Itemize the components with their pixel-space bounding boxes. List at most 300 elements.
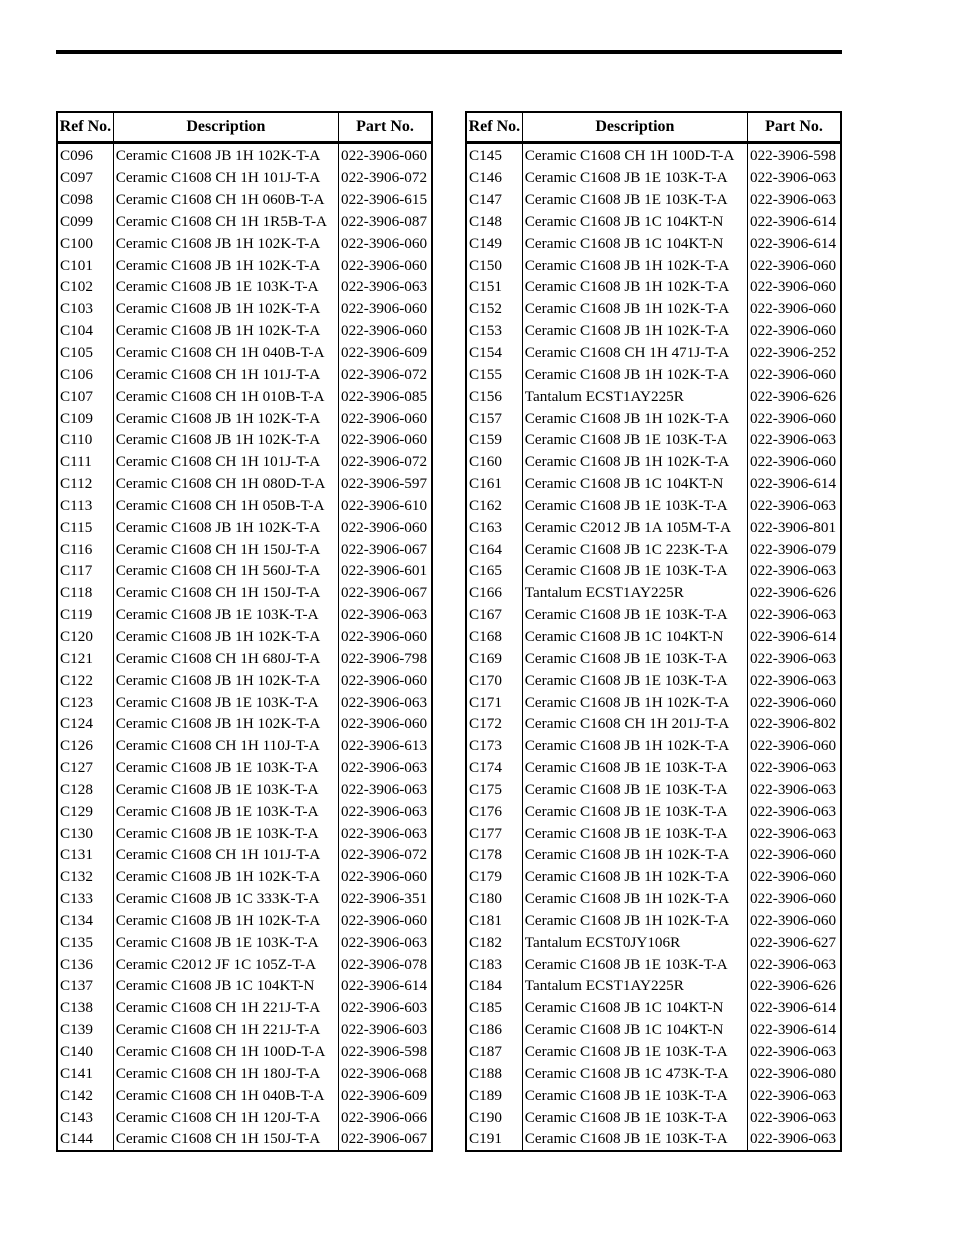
description-cell: Ceramic C1608 JB 1E 103K-T-A <box>522 495 747 517</box>
table-row <box>466 953 841 975</box>
table-row <box>466 822 841 844</box>
table-row <box>57 232 432 254</box>
description-cell: Ceramic C1608 CH 1H 180J-T-A <box>113 1062 338 1084</box>
description-cell: Ceramic C1608 JB 1H 102K-T-A <box>522 407 747 429</box>
part-no-cell: 022-3906-060 <box>340 911 428 929</box>
part-no-cell: 022-3906-060 <box>340 147 428 165</box>
part-no-cell: 022-3906-063 <box>749 780 837 798</box>
table-row <box>466 232 841 254</box>
table-row <box>57 1128 432 1151</box>
description-header: Description <box>113 112 338 143</box>
table-row <box>57 800 432 822</box>
description-cell: Ceramic C1608 JB 1E 103K-T-A <box>522 757 747 779</box>
description-cell: Ceramic C1608 CH 1H 680J-T-A <box>113 647 338 669</box>
table-row <box>466 342 841 364</box>
ref-no-cell: C104 <box>57 320 113 342</box>
part-no-cell: 022-3906-063 <box>749 649 837 667</box>
part-no-cell: 022-3906-063 <box>749 802 837 820</box>
description-cell: Ceramic C1608 CH 1H 150J-T-A <box>113 538 338 560</box>
part-no-cell: 022-3906-614 <box>749 212 837 230</box>
part-no-cell: 022-3906-060 <box>340 300 428 318</box>
ref-no-cell: C119 <box>57 604 113 626</box>
part-no-cell: 022-3906-603 <box>340 999 428 1017</box>
part-no-cell: 022-3906-060 <box>340 671 428 689</box>
part-no-cell: 022-3906-067 <box>340 1130 428 1148</box>
part-no-cell: 022-3906-060 <box>340 627 428 645</box>
part-no-cell: 022-3906-068 <box>340 1064 428 1082</box>
ref-no-cell: C107 <box>57 385 113 407</box>
description-cell: Ceramic C1608 CH 1H 010B-T-A <box>113 385 338 407</box>
part-no-cell: 022-3906-063 <box>749 496 837 514</box>
part-no-cell: 022-3906-063 <box>749 169 837 187</box>
part-no-cell: 022-3906-614 <box>340 977 428 995</box>
ref-no-cell: C161 <box>466 473 522 495</box>
description-cell: Ceramic C1608 JB 1E 103K-T-A <box>522 167 747 189</box>
description-cell: Ceramic C1608 JB 1H 102K-T-A <box>113 254 338 276</box>
part-no-cell: 022-3906-063 <box>340 824 428 842</box>
ref-no-cell: C096 <box>57 143 113 167</box>
table-row <box>57 1062 432 1084</box>
table-row <box>466 1041 841 1063</box>
part-no-cell: 022-3906-598 <box>340 1043 428 1061</box>
table-row <box>57 342 432 364</box>
ref-no-cell: C111 <box>57 451 113 473</box>
description-cell: Ceramic C1608 JB 1C 104KT-N <box>522 626 747 648</box>
ref-no-cell: C147 <box>466 189 522 211</box>
table-row <box>466 713 841 735</box>
part-no-cell: 022-3906-060 <box>749 278 837 296</box>
table-row <box>466 189 841 211</box>
ref-no-header: Ref No. <box>466 112 522 143</box>
table-row <box>57 167 432 189</box>
part-no-cell: 022-3906-063 <box>340 606 428 624</box>
ref-no-cell: C126 <box>57 735 113 757</box>
part-no-cell: 022-3906-063 <box>340 693 428 711</box>
description-cell: Ceramic C1608 CH 1H 471J-T-A <box>522 342 747 364</box>
table-row <box>466 473 841 495</box>
table-row <box>466 560 841 582</box>
description-cell: Ceramic C1608 JB 1E 103K-T-A <box>522 189 747 211</box>
part-no-cell: 022-3906-626 <box>749 584 837 602</box>
ref-no-cell: C101 <box>57 254 113 276</box>
ref-no-cell: C128 <box>57 778 113 800</box>
table-row <box>57 429 432 451</box>
description-cell: Ceramic C1608 JB 1H 102K-T-A <box>113 516 338 538</box>
part-no-cell: 022-3906-598 <box>749 147 837 165</box>
ref-no-cell: C137 <box>57 975 113 997</box>
description-cell: Ceramic C1608 JB 1E 103K-T-A <box>113 604 338 626</box>
ref-no-cell: C172 <box>466 713 522 735</box>
part-no-cell: 022-3906-060 <box>749 693 837 711</box>
part-no-cell: 022-3906-613 <box>340 737 428 755</box>
table-row <box>466 1019 841 1041</box>
part-no-cell: 022-3906-060 <box>749 365 837 383</box>
ref-no-cell: C185 <box>466 997 522 1019</box>
table-row <box>466 407 841 429</box>
description-cell: Ceramic C1608 JB 1C 104KT-N <box>522 997 747 1019</box>
description-cell: Ceramic C1608 JB 1E 103K-T-A <box>522 822 747 844</box>
table-row <box>466 844 841 866</box>
description-cell: Ceramic C1608 JB 1E 103K-T-A <box>522 800 747 822</box>
part-no-cell: 022-3906-060 <box>340 256 428 274</box>
part-no-header: Part No. <box>338 112 432 143</box>
ref-no-cell: C190 <box>466 1106 522 1128</box>
ref-no-cell: C139 <box>57 1019 113 1041</box>
table-row <box>466 866 841 888</box>
description-cell: Ceramic C1608 CH 1H 040B-T-A <box>113 1084 338 1106</box>
ref-no-cell: C100 <box>57 232 113 254</box>
parts-table-left-body <box>57 143 432 1151</box>
part-no-cell: 022-3906-597 <box>340 475 428 493</box>
description-cell: Ceramic C1608 CH 1H 221J-T-A <box>113 997 338 1019</box>
part-no-cell: 022-3906-060 <box>340 234 428 252</box>
part-no-cell: 022-3906-060 <box>340 715 428 733</box>
table-row <box>466 538 841 560</box>
part-no-cell: 022-3906-060 <box>340 518 428 536</box>
ref-no-cell: C160 <box>466 451 522 473</box>
part-no-cell: 022-3906-067 <box>340 584 428 602</box>
part-no-cell: 022-3906-063 <box>340 802 428 820</box>
description-cell: Ceramic C1608 JB 1C 104KT-N <box>522 211 747 233</box>
ref-no-cell: C141 <box>57 1062 113 1084</box>
table-row <box>466 582 841 604</box>
description-cell: Ceramic C1608 CH 1H 060B-T-A <box>113 189 338 211</box>
table-row <box>466 320 841 342</box>
table-row <box>57 538 432 560</box>
ref-no-cell: C129 <box>57 800 113 822</box>
table-row <box>466 211 841 233</box>
ref-no-cell: C167 <box>466 604 522 626</box>
description-cell: Ceramic C1608 JB 1E 103K-T-A <box>522 1128 747 1151</box>
description-cell: Ceramic C1608 JB 1H 102K-T-A <box>113 143 338 167</box>
description-cell: Ceramic C1608 CH 1H 221J-T-A <box>113 1019 338 1041</box>
table-row <box>466 1128 841 1151</box>
part-no-cell: 022-3906-063 <box>340 278 428 296</box>
description-cell: Ceramic C1608 CH 1H 101J-T-A <box>113 363 338 385</box>
description-cell: Ceramic C1608 JB 1E 103K-T-A <box>522 1106 747 1128</box>
table-row <box>466 626 841 648</box>
part-no-cell: 022-3906-609 <box>340 1086 428 1104</box>
ref-no-cell: C187 <box>466 1041 522 1063</box>
table-row <box>57 143 432 167</box>
part-no-cell: 022-3906-601 <box>340 562 428 580</box>
description-cell: Ceramic C1608 JB 1H 102K-T-A <box>113 910 338 932</box>
description-cell: Ceramic C1608 JB 1H 102K-T-A <box>522 276 747 298</box>
ref-no-cell: C148 <box>466 211 522 233</box>
table-row <box>57 626 432 648</box>
ref-no-cell: C138 <box>57 997 113 1019</box>
description-header: Description <box>522 112 747 143</box>
table-row <box>466 691 841 713</box>
table-row <box>57 1019 432 1041</box>
part-no-cell: 022-3906-080 <box>749 1064 837 1082</box>
description-cell: Ceramic C1608 JB 1C 473K-T-A <box>522 1062 747 1084</box>
table-row <box>466 1062 841 1084</box>
ref-no-cell: C116 <box>57 538 113 560</box>
part-no-cell: 022-3906-066 <box>340 1108 428 1126</box>
table-row <box>466 254 841 276</box>
table-row <box>57 844 432 866</box>
description-cell: Ceramic C1608 JB 1E 103K-T-A <box>522 604 747 626</box>
table-row <box>466 516 841 538</box>
description-cell: Ceramic C1608 CH 1H 101J-T-A <box>113 167 338 189</box>
description-cell: Ceramic C1608 JB 1E 103K-T-A <box>522 647 747 669</box>
ref-no-cell: C191 <box>466 1128 522 1151</box>
description-cell: Ceramic C1608 CH 1H 560J-T-A <box>113 560 338 582</box>
table-row <box>57 407 432 429</box>
description-cell: Ceramic C1608 JB 1H 102K-T-A <box>113 713 338 735</box>
ref-no-cell: C151 <box>466 276 522 298</box>
ref-no-cell: C159 <box>466 429 522 451</box>
part-no-cell: 022-3906-060 <box>340 868 428 886</box>
part-no-cell: 022-3906-063 <box>749 1130 837 1148</box>
description-cell: Ceramic C1608 CH 1H 110J-T-A <box>113 735 338 757</box>
table-row <box>57 363 432 385</box>
ref-no-cell: C127 <box>57 757 113 779</box>
description-cell: Ceramic C1608 JB 1H 102K-T-A <box>113 407 338 429</box>
table-row <box>466 888 841 910</box>
part-no-cell: 022-3906-072 <box>340 846 428 864</box>
table-row <box>466 276 841 298</box>
description-cell: Ceramic C2012 JB 1A 105M-T-A <box>522 516 747 538</box>
ref-no-cell: C135 <box>57 931 113 953</box>
part-no-cell: 022-3906-087 <box>340 212 428 230</box>
ref-no-cell: C165 <box>466 560 522 582</box>
description-cell: Ceramic C1608 JB 1E 103K-T-A <box>113 691 338 713</box>
description-cell: Ceramic C1608 JB 1H 102K-T-A <box>522 451 747 473</box>
ref-no-cell: C183 <box>466 953 522 975</box>
part-no-cell: 022-3906-063 <box>749 431 837 449</box>
table-row <box>57 189 432 211</box>
ref-no-cell: C098 <box>57 189 113 211</box>
part-no-cell: 022-3906-063 <box>749 824 837 842</box>
table-row <box>466 647 841 669</box>
description-cell: Ceramic C1608 JB 1E 103K-T-A <box>113 757 338 779</box>
table-row <box>466 363 841 385</box>
part-no-cell: 022-3906-614 <box>749 999 837 1017</box>
ref-no-cell: C132 <box>57 866 113 888</box>
table-row <box>466 143 841 167</box>
part-no-cell: 022-3906-063 <box>749 606 837 624</box>
ref-no-cell: C173 <box>466 735 522 757</box>
table-row <box>466 669 841 691</box>
description-cell: Ceramic C1608 JB 1H 102K-T-A <box>113 320 338 342</box>
description-cell: Ceramic C1608 JB 1H 102K-T-A <box>522 363 747 385</box>
ref-no-cell: C153 <box>466 320 522 342</box>
table-row <box>57 931 432 953</box>
description-cell: Ceramic C1608 CH 1H 100D-T-A <box>522 143 747 167</box>
ref-no-cell: C109 <box>57 407 113 429</box>
table-row <box>57 669 432 691</box>
part-no-cell: 022-3906-351 <box>340 890 428 908</box>
ref-no-cell: C134 <box>57 910 113 932</box>
parts-table-right-body <box>466 143 841 1151</box>
description-cell: Ceramic C1608 JB 1C 333K-T-A <box>113 888 338 910</box>
table-row <box>466 1084 841 1106</box>
ref-no-cell: C102 <box>57 276 113 298</box>
ref-no-cell: C140 <box>57 1041 113 1063</box>
table-row <box>57 1106 432 1128</box>
part-no-cell: 022-3906-063 <box>749 1043 837 1061</box>
description-cell: Ceramic C1608 CH 1H 101J-T-A <box>113 844 338 866</box>
part-no-cell: 022-3906-627 <box>749 933 837 951</box>
part-no-cell: 022-3906-063 <box>340 933 428 951</box>
table-row <box>57 910 432 932</box>
part-no-cell: 022-3906-626 <box>749 977 837 995</box>
part-no-cell: 022-3906-060 <box>749 256 837 274</box>
part-no-cell: 022-3906-063 <box>749 759 837 777</box>
table-row <box>57 778 432 800</box>
table-row <box>57 320 432 342</box>
ref-no-cell: C163 <box>466 516 522 538</box>
table-row <box>57 691 432 713</box>
part-no-cell: 022-3906-063 <box>340 759 428 777</box>
table-row <box>57 1041 432 1063</box>
ref-no-cell: C123 <box>57 691 113 713</box>
description-cell: Ceramic C1608 JB 1H 102K-T-A <box>113 232 338 254</box>
ref-no-cell: C182 <box>466 931 522 953</box>
ref-no-cell: C174 <box>466 757 522 779</box>
ref-no-cell: C142 <box>57 1084 113 1106</box>
description-cell: Ceramic C1608 JB 1H 102K-T-A <box>522 254 747 276</box>
ref-no-cell: C154 <box>466 342 522 364</box>
description-cell: Ceramic C1608 JB 1E 103K-T-A <box>113 276 338 298</box>
description-cell: Ceramic C1608 JB 1E 103K-T-A <box>113 822 338 844</box>
description-cell: Ceramic C1608 JB 1H 102K-T-A <box>113 429 338 451</box>
part-no-cell: 022-3906-060 <box>749 846 837 864</box>
ref-no-cell: C118 <box>57 582 113 604</box>
ref-no-cell: C120 <box>57 626 113 648</box>
table-header-row <box>57 112 432 143</box>
ref-no-cell: C181 <box>466 910 522 932</box>
part-no-header: Part No. <box>747 112 841 143</box>
part-no-cell: 022-3906-798 <box>340 649 428 667</box>
part-no-cell: 022-3906-067 <box>340 540 428 558</box>
ref-no-cell: C112 <box>57 473 113 495</box>
table-row <box>466 167 841 189</box>
description-cell: Ceramic C1608 JB 1C 104KT-N <box>113 975 338 997</box>
part-no-cell: 022-3906-060 <box>749 737 837 755</box>
table-row <box>57 516 432 538</box>
ref-no-cell: C097 <box>57 167 113 189</box>
ref-no-cell: C103 <box>57 298 113 320</box>
table-row <box>466 735 841 757</box>
part-no-cell: 022-3906-060 <box>749 453 837 471</box>
ref-no-cell: C131 <box>57 844 113 866</box>
part-no-cell: 022-3906-060 <box>340 431 428 449</box>
ref-no-cell: C122 <box>57 669 113 691</box>
part-no-cell: 022-3906-060 <box>749 409 837 427</box>
ref-no-cell: C162 <box>466 495 522 517</box>
description-cell: Ceramic C1608 JB 1C 104KT-N <box>522 232 747 254</box>
part-no-cell: 022-3906-060 <box>340 409 428 427</box>
description-cell: Ceramic C1608 JB 1C 104KT-N <box>522 1019 747 1041</box>
ref-no-cell: C188 <box>466 1062 522 1084</box>
ref-no-cell: C152 <box>466 298 522 320</box>
part-no-cell: 022-3906-060 <box>340 322 428 340</box>
part-no-cell: 022-3906-078 <box>340 955 428 973</box>
description-cell: Ceramic C1608 JB 1H 102K-T-A <box>522 735 747 757</box>
ref-no-cell: C189 <box>466 1084 522 1106</box>
ref-no-cell: C156 <box>466 385 522 407</box>
header-rule <box>56 50 842 54</box>
description-cell: Ceramic C1608 JB 1E 103K-T-A <box>522 669 747 691</box>
description-cell: Ceramic C1608 CH 1H 100D-T-A <box>113 1041 338 1063</box>
ref-no-cell: C176 <box>466 800 522 822</box>
part-no-cell: 022-3906-063 <box>749 1086 837 1104</box>
ref-no-cell: C143 <box>57 1106 113 1128</box>
description-cell: Ceramic C1608 JB 1E 103K-T-A <box>522 1084 747 1106</box>
part-no-cell: 022-3906-063 <box>749 191 837 209</box>
description-cell: Ceramic C1608 CH 1H 120J-T-A <box>113 1106 338 1128</box>
ref-no-cell: C155 <box>466 363 522 385</box>
part-no-cell: 022-3906-063 <box>749 671 837 689</box>
ref-no-cell: C121 <box>57 647 113 669</box>
part-no-cell: 022-3906-063 <box>340 780 428 798</box>
ref-no-cell: C157 <box>466 407 522 429</box>
ref-no-cell: C149 <box>466 232 522 254</box>
description-cell: Ceramic C1608 JB 1H 102K-T-A <box>522 888 747 910</box>
table-row <box>57 254 432 276</box>
ref-no-cell: C106 <box>57 363 113 385</box>
ref-no-cell: C099 <box>57 211 113 233</box>
description-cell: Ceramic C1608 CH 1H 1R5B-T-A <box>113 211 338 233</box>
table-row <box>57 451 432 473</box>
part-no-cell: 022-3906-603 <box>340 1021 428 1039</box>
table-row <box>57 276 432 298</box>
table-header-row <box>466 112 841 143</box>
table-row <box>57 735 432 757</box>
table-row <box>57 582 432 604</box>
ref-no-cell: C169 <box>466 647 522 669</box>
table-row <box>466 298 841 320</box>
ref-no-cell: C115 <box>57 516 113 538</box>
description-cell: Ceramic C1608 JB 1E 103K-T-A <box>113 778 338 800</box>
table-row <box>57 975 432 997</box>
ref-no-cell: C171 <box>466 691 522 713</box>
table-row <box>57 473 432 495</box>
part-no-cell: 022-3906-072 <box>340 453 428 471</box>
table-row <box>466 778 841 800</box>
description-cell: Ceramic C1608 JB 1C 223K-T-A <box>522 538 747 560</box>
description-cell: Ceramic C1608 JB 1E 103K-T-A <box>522 778 747 800</box>
description-cell: Ceramic C1608 CH 1H 101J-T-A <box>113 451 338 473</box>
ref-no-cell: C133 <box>57 888 113 910</box>
part-no-cell: 022-3906-610 <box>340 496 428 514</box>
part-no-cell: 022-3906-614 <box>749 627 837 645</box>
table-row <box>466 385 841 407</box>
description-cell: Ceramic C1608 JB 1H 102K-T-A <box>522 866 747 888</box>
ref-no-cell: C144 <box>57 1128 113 1151</box>
ref-no-cell: C179 <box>466 866 522 888</box>
ref-no-header: Ref No. <box>57 112 113 143</box>
description-cell: Ceramic C1608 JB 1H 102K-T-A <box>522 910 747 932</box>
table-row <box>57 495 432 517</box>
description-cell: Ceramic C1608 JB 1C 104KT-N <box>522 473 747 495</box>
part-no-cell: 022-3906-801 <box>749 518 837 536</box>
part-no-cell: 022-3906-060 <box>749 911 837 929</box>
description-cell: Ceramic C1608 CH 1H 150J-T-A <box>113 1128 338 1151</box>
part-no-cell: 022-3906-060 <box>749 868 837 886</box>
table-row <box>57 713 432 735</box>
description-cell: Ceramic C1608 JB 1E 103K-T-A <box>522 953 747 975</box>
part-no-cell: 022-3906-079 <box>749 540 837 558</box>
ref-no-cell: C130 <box>57 822 113 844</box>
table-row <box>57 647 432 669</box>
table-row <box>57 953 432 975</box>
description-cell: Ceramic C1608 JB 1H 102K-T-A <box>522 691 747 713</box>
ref-no-cell: C105 <box>57 342 113 364</box>
